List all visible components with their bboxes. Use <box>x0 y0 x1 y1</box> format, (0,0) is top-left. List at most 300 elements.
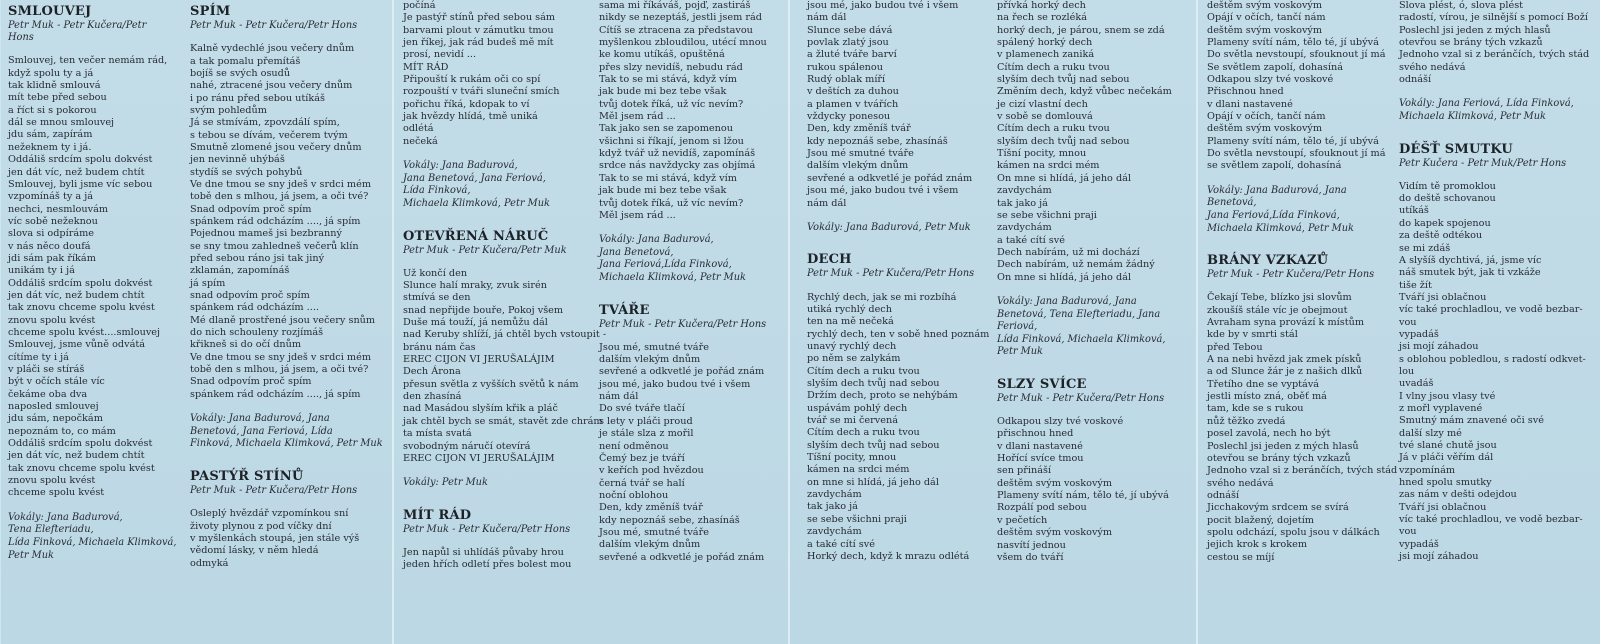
lyric-line: Odkapou slzy tvé voskové <box>997 416 1124 428</box>
lyric-line: nežeknem ty i já. <box>8 141 92 153</box>
lyric-line: Tíšní pocity, mnou <box>997 148 1087 160</box>
lyric-line: zavdychám <box>997 185 1052 197</box>
section-spacer <box>403 490 599 504</box>
vocals-credit: Jana Benetová, <box>599 246 674 258</box>
lyric-line: jen říkej, jak rád budeš mě mít <box>403 37 554 49</box>
lyric-line: Do světla nevstoupí, sfouknout jí má <box>1207 148 1386 160</box>
lyric-line: Změním dech, když vůbec nečekám <box>997 86 1172 98</box>
lyric-line: vždycky ponesou <box>807 111 891 123</box>
lyric-line: přischnou hned <box>997 428 1074 440</box>
credits-gap <box>1399 170 1599 181</box>
lyric-line: Avraham syna provází k místům <box>1207 317 1365 329</box>
lyric-line: se sebe všichni praji <box>997 209 1097 221</box>
lyric-line: zavdychám <box>807 489 862 501</box>
lyric-line: vypadáš <box>1399 328 1439 340</box>
lyric-line: se sebe všichni praji <box>807 513 907 525</box>
lyric-line: otevřou se brány tých vzkazů <box>1207 452 1351 464</box>
lyric-line: Smlouvej, byli jsme víc sebou <box>8 178 153 190</box>
lyric-line: lou <box>1399 365 1415 377</box>
lyric-line: Ve dne tmou se sny jdeš v srdci mém <box>190 178 372 190</box>
column <box>807 0 991 563</box>
song-credits: Petr Muk - Petr Kučera/Petr Hons <box>190 484 358 496</box>
lyric-line: zavdychám <box>997 222 1052 234</box>
lyric-line: Duše má touží, já nemůžu dál <box>403 317 548 329</box>
lyric-line: Do světla nevstoupí, sfouknout jí má <box>1207 49 1386 61</box>
lyric-line: Smlouvej, ten večer nemám rád, <box>8 55 168 67</box>
lyric-line: a také cítí své <box>997 234 1065 246</box>
lyric-line: víc také prochladlou, ve vodě bezbar- <box>1399 514 1583 526</box>
lyric-line: v myšlenkách stoupá, jen stále výš <box>190 532 360 544</box>
lyric-line: snad nepřijde bouře, Pokoj všem <box>403 304 564 316</box>
lyric-line: Jsou mé smutné tváře <box>807 148 914 160</box>
lyric-line: vzpomínám <box>1399 464 1456 476</box>
lyric-line: myšlenkou zbloudilou, utécí mnou <box>599 37 767 49</box>
lyric-line: tiše žít <box>1399 279 1432 291</box>
credits-gap <box>807 281 991 292</box>
lyric-line: Rudý oblak míří <box>807 74 886 86</box>
lyric-line: chceme spolu kvést <box>8 487 105 499</box>
lyric-line: bránu nám čas <box>403 341 476 353</box>
lyric-line: svého nedává <box>1207 477 1274 489</box>
lyric-line: Slunce halí mraky, zvuk sirén <box>403 280 547 292</box>
lyric-line: vypadáš <box>1399 538 1439 550</box>
lyric-line: jdi sám pak říkám <box>8 252 96 264</box>
booklet-panel-4 <box>1196 0 1600 644</box>
lyric-line: uspávám pohlý dech <box>807 402 908 414</box>
vocals-credit: Lída Finková, Michaela Klimková, <box>8 536 177 548</box>
lyric-line: a od Slunce žár je z našich dlků <box>1207 366 1363 378</box>
lyric-line: jen nevinně uhýbáš <box>190 154 285 166</box>
lyric-line: v plamenech zaniká <box>997 49 1095 61</box>
vocals-credit: Vokály: Petr Muk <box>403 477 488 489</box>
lyric-line: jsou mé, jako budou tvé i všem <box>807 185 959 197</box>
lyric-line: Plameny svítí nám, tělo té, jí ubývá <box>1207 37 1379 49</box>
lyric-line: jsi mojí záhadou <box>1399 551 1479 563</box>
lyric-line: Rozpálí pod sebou <box>997 502 1087 514</box>
vocals-credit: Michaela Klimková, Petr Muk <box>1399 111 1546 122</box>
lyric-line: Poslechl jsi jeden z mých hlasů <box>1399 24 1551 36</box>
lyric-line: jeden hřích odletí přes bolest mou <box>403 559 572 571</box>
lyric-line: spolu odchází, spolu jsou v dálkách <box>1207 526 1380 538</box>
lyric-line: se mi zdáš <box>1399 242 1451 254</box>
vocals-credit: Vokály: Jana Badurová, <box>403 160 518 172</box>
vocals-credit: Vokály: Jana Badurová, Jana <box>1207 184 1347 196</box>
vocals-credit: Vokály: Jana Badurová, Petr Muk <box>807 221 971 233</box>
lyric-line: Jednoho vzal si z beránčích, tvých stád <box>1399 49 1590 61</box>
lyric-line: cítíme ty i já <box>8 351 69 363</box>
lyric-line: deštěm svým voskovým <box>1207 0 1323 11</box>
booklet-panel-3 <box>788 0 1197 644</box>
lyric-line: nám dál <box>807 12 847 24</box>
lyric-line: Ve dne tmou se sny jdeš v srdci mém <box>190 351 372 363</box>
lyric-line: bojíš se svých osudů <box>190 67 291 79</box>
lyric-line: počíná <box>403 0 436 11</box>
lyric-line: Jsou mé, smutné tváře <box>599 526 709 538</box>
lyric-line: Čemý bez je tváří <box>599 452 685 464</box>
lyric-line: Třetího dne se vyptává <box>1207 378 1320 390</box>
song-title: BRÁNY VZKAZŮ <box>1207 253 1329 269</box>
lyric-line: Jsou mé, smutné tváře <box>599 341 709 353</box>
lyric-line: cestou se míjí <box>1207 551 1275 563</box>
lyric-line: v nás něco doufá <box>8 240 91 252</box>
lyric-line: kámen na srdci mém <box>997 160 1100 172</box>
lyric-line: čekáme oba dva <box>8 388 88 400</box>
lyric-line: z mořl vyplavené <box>1399 402 1483 414</box>
credits-gap <box>403 536 599 547</box>
lyric-line: Držím dech, proto se nehýbám <box>807 390 958 402</box>
lyric-line: znovu spolu kvést <box>8 475 96 487</box>
vocals-credit: Vokály: Jana Badurová, <box>599 234 714 246</box>
lyric-line: Slunce sebe dává <box>807 24 893 36</box>
lyric-line: nad Masádou slyším křik a pláč <box>403 403 558 415</box>
lyric-line: kdy nepoznáš sebe, zhasínáš <box>599 514 740 526</box>
lyric-line: a žluté tváře barví <box>807 49 897 61</box>
lyric-line: Den, kdy změníš tvář <box>599 502 703 514</box>
song-title: MÍT RÁD <box>403 507 472 523</box>
lyric-line: kámen na srdci mém <box>807 464 910 476</box>
stanza-gap <box>807 210 991 222</box>
lyric-line: Jicchakovým srdcem se svírá <box>1207 502 1349 514</box>
lyric-line: Pojednou mameš jsi bezbranný <box>190 228 342 240</box>
lyric-line: jdu sám, nepočkám <box>8 413 103 425</box>
vocals-credit: Vokály: Jana Badurová, <box>8 511 123 523</box>
credits-gap <box>403 257 599 268</box>
vocals-credit: Lída Finková, <box>403 185 471 197</box>
lyric-line: hned spolu smutky <box>1399 477 1492 489</box>
lyric-line: nahé, ztracené jsou večery dnům <box>190 80 353 92</box>
lyric-line: Dech nabírám, už nemám žádný <box>997 259 1155 271</box>
lyric-line: Tak to se mi stává, když vím <box>599 74 737 86</box>
song-credits: Hons <box>8 32 34 44</box>
lyric-line: chceme spolu kvést....smlouvej <box>8 326 161 338</box>
lyric-line: Tak to se mi stává, když vím <box>599 172 737 184</box>
lyric-line: Snad odpovím proč spím <box>190 376 312 388</box>
lyric-line: tvůj dotek říká, už víc nevím? <box>599 98 744 110</box>
song-credits: Petr Kučera - Petr Muk/Petr Hons <box>1399 157 1567 169</box>
lyric-line: A na nebi hvězd jak zmek písků <box>1207 354 1362 366</box>
lyric-line: zavdychám <box>807 526 862 538</box>
lyric-line: Cítíš se ztracena za představou <box>599 24 753 36</box>
lyric-line: všem do tváří <box>997 551 1064 563</box>
song-credits: Petr Muk - Petr Kučera/Petr Hons <box>807 268 975 280</box>
stanza-gap <box>190 401 390 413</box>
lyric-line: je cizí vlastní dech <box>997 98 1088 110</box>
lyric-line: jdu sám, zapírám <box>8 129 93 141</box>
lyric-line: uvadáš <box>1399 378 1434 390</box>
lyric-line: Smutně zlomené jsou večery dnům <box>190 141 362 153</box>
lyric-line: utíkáš <box>1399 205 1429 217</box>
lyric-line: všichni si říkají, jenom si lžou <box>599 135 744 147</box>
lyric-line: rukou spálenou <box>807 61 883 73</box>
lyric-line: Opájí v očích, tančí nám <box>1207 111 1326 123</box>
lyric-line: dalším vlekým dnům <box>599 354 701 366</box>
lyric-line: jen dát víc, než budem chtít <box>8 450 145 462</box>
lyric-line: Hořící svíce tmou <box>997 453 1084 465</box>
lyric-line: deštěm svým voskovým <box>997 477 1113 489</box>
vocals-credit: Vokály: Jana Feriová, Lída Finková, <box>1399 98 1574 110</box>
lyric-line: být v očích stále víc <box>8 376 105 388</box>
lyric-line: nám dál <box>807 197 847 209</box>
lyric-line: horký dech, je párou, snem se zdá <box>997 24 1165 36</box>
lyric-line: Tváří jsi oblačnou <box>1399 501 1487 513</box>
stanza-gap <box>997 284 1195 296</box>
song-title: DÉŠŤ SMUTKU <box>1399 141 1513 157</box>
lyric-line: přívká horký dech <box>997 0 1086 11</box>
lyric-line: odlétá <box>403 123 434 135</box>
lyric-line: naposled smlouvej <box>8 401 99 413</box>
lyric-line: za deště odtékou <box>1399 230 1483 242</box>
lyric-line: Plameny svítí nám, tělo té, jí ubývá <box>997 490 1169 502</box>
song-title: TVÁŘE <box>599 302 650 318</box>
column <box>599 0 787 564</box>
lyric-line: noční oblohou <box>599 489 669 501</box>
lyric-line: On mne si hlídá, já jeho dál <box>997 172 1132 184</box>
section-spacer <box>190 451 390 465</box>
lyric-line: tak jako já <box>807 501 858 513</box>
lyric-line: slyším dech tvůj nad sebou <box>807 378 940 390</box>
column <box>1399 0 1599 563</box>
lyric-line: deštěm svým voskovým <box>1207 24 1323 36</box>
lyric-line: tak jako já <box>997 197 1048 209</box>
lyric-line: Cítím dech a ruku tvou <box>807 365 920 377</box>
lyric-line: Den, kdy změníš tvář <box>807 123 911 135</box>
lyric-line: a plamen v tvářích <box>807 98 899 110</box>
lyric-line: Je pastýř stínů před sebou sám <box>403 12 556 24</box>
lyric-line: Cítím dech a ruku tvou <box>997 123 1110 135</box>
lyric-line: nikdy se nezeptáš, jestli jsem rád <box>599 12 763 24</box>
section-spacer <box>807 234 991 248</box>
lyric-line: Opájí v očích, tančí nám <box>1207 12 1326 24</box>
lyric-line: unavý rychlý dech <box>807 341 897 353</box>
lyric-line: Oddáliš srdcím spolu dokvést <box>8 438 153 450</box>
lyric-line: stydíš se svých pohybů <box>190 166 303 178</box>
lyric-line: Já se stmívám, zpovzdálí spím, <box>190 117 340 129</box>
vocals-credit: Vokály: Jana Badurová, Jana <box>997 295 1137 307</box>
lyric-line: nad Keruby shlíží, já chtěl bych vstoupit - <box>403 329 607 341</box>
lyric-line: utiká rychlý dech <box>807 303 892 315</box>
lyric-line: když tvář už nevidíš, zapomínáš <box>599 148 756 160</box>
lyric-line: spánkem rád odcházím ...., já spím <box>190 388 361 400</box>
lyric-line: v keřích pod hvězdou <box>599 465 704 477</box>
section-spacer <box>403 211 599 225</box>
lyric-line: nečeká <box>403 135 438 147</box>
lyric-line: nůž těžko zvedá <box>1207 415 1286 427</box>
lyric-line: Smutný mám znavené oči své <box>1399 415 1544 427</box>
lyric-line: Rychlý dech, jak se mi rozbíhá <box>807 291 957 303</box>
lyric-line: Smlouvej, jsme vůně odvátá <box>8 339 146 351</box>
lyric-line: zas nám v dešti odejdou <box>1399 489 1517 501</box>
lyric-line: jak bude mi bez tebe však <box>599 185 727 197</box>
lyric-line: Jen napůl si uhlídáš půvaby hrou <box>403 547 564 558</box>
lyric-line: Do své tváře tlačí <box>599 403 685 415</box>
lyric-line: dalším vlekým dnům <box>807 160 909 172</box>
vocals-credit: Jana Benetová, Jana Feriová, <box>403 172 546 184</box>
lyric-line: deštěm svým voskovým <box>1207 123 1323 135</box>
lyric-line: odnáší <box>1207 489 1240 501</box>
credits-gap <box>599 331 787 342</box>
song-title: DECH <box>807 252 852 268</box>
lyric-line: tak znovu chceme spolu kvést <box>8 462 155 474</box>
lyric-line: unikám ty i já <box>8 265 75 277</box>
lyric-line: dalším vlekým dnům <box>599 539 701 551</box>
lyric-line: Čekají Tebe, blízko jsi slovům <box>1207 292 1352 304</box>
lyric-line: Osleplý hvězdář vzpomínkou sní <box>190 508 349 520</box>
lyric-line: Dech Árona <box>403 366 461 378</box>
lyric-line: s lety v pláči proud <box>599 415 693 427</box>
booklet-panel-1 <box>0 0 393 644</box>
vocals-credit: Benetová, Tena Elefteriadu, Jana <box>997 308 1161 320</box>
lyric-line: otevřou se brány tých vzkazů <box>1399 37 1543 49</box>
vocals-credit: Vokály: Jana Badurová, Jana <box>190 413 330 425</box>
lyric-line: pocit blažený, dojetím <box>1207 514 1314 526</box>
stanza-gap <box>403 148 599 160</box>
lyric-line: slyším dech tvůj nad sebou <box>807 439 940 451</box>
lyric-line: před Tebou <box>1207 341 1263 353</box>
lyric-line: posel zavolá, nech ho být <box>1207 428 1331 440</box>
vocals-credit: Jana Feriová,Lída Finková, <box>599 259 732 271</box>
lyric-line: Cítím dech a ruku tvou <box>807 427 920 439</box>
lyric-line: v pláči se stíráš <box>8 364 85 375</box>
lyric-line: je stále slza z mořil <box>599 428 694 440</box>
lyric-line: sevřené a odkvetlé je pořád znám <box>807 172 973 184</box>
lyric-line: den zhasíná <box>403 391 462 403</box>
section-spacer <box>1207 235 1389 249</box>
vocals-credit: Petr Muk <box>8 549 54 561</box>
lyric-line: barvami plout v zámutku tmou <box>403 24 554 36</box>
lyric-line: znovu spolu kvést <box>8 314 96 326</box>
song-title: PASTÝŘ STÍNŮ <box>190 468 304 484</box>
lyric-line: tak klidně smlouvá <box>8 80 101 92</box>
lyric-line: tam, kde se s rukou <box>1207 403 1304 415</box>
credits-gap <box>190 497 390 508</box>
lyric-line: ke komu utíkáš, opuštěná <box>599 49 725 61</box>
lyric-line: jen dát víc, než budem chtít <box>8 166 145 178</box>
lyric-line: náš smutek být, jak ti vzkáže <box>1399 267 1541 279</box>
song-title: OTEVŘENÁ NÁRUČ <box>403 228 549 244</box>
lyric-line: v dlani nastavené <box>1207 98 1293 110</box>
lyric-line: Snad odpovím proč spím <box>190 203 312 215</box>
booklet-panel-2 <box>392 0 789 644</box>
lyric-line: Já v pláči věřím dál <box>1399 452 1494 464</box>
vocals-credit: Michaela Klimková, Petr Muk <box>1207 222 1354 234</box>
lyric-line: snad odpovím proč spím <box>190 290 310 302</box>
lyric-line: v pečetích <box>997 514 1048 526</box>
lyric-line: Mé dlaně prostřené jsou večery snům <box>190 314 376 326</box>
lyric-line: mít tebe před sebou <box>8 92 107 104</box>
song-credits: Petr Muk - Petr Kučera/Petr Hons <box>190 20 358 31</box>
lyric-line: Dech nabírám, už mi dochází <box>997 246 1140 258</box>
song-credits: Petr Muk - Petr Kučera/Petr Hons <box>403 523 571 535</box>
lyric-line: slyším dech tvůj nad sebou <box>997 74 1130 86</box>
lyric-line: i po ránu před sebou utíkáš <box>190 92 326 104</box>
lyric-line: deštěm svým voskovým <box>997 527 1113 539</box>
lyric-line: Připouští k rukám oči co spí <box>403 74 541 86</box>
lyric-line: nechci, nesmlouvám <box>8 203 109 215</box>
lyric-line: spánkem rád odcházím .... <box>190 302 320 314</box>
section-spacer <box>599 285 787 299</box>
vocals-credit: Michaela Klimková, Petr Muk <box>599 271 746 283</box>
lyric-line: sama mi říkáváš, pojď, zastiráš <box>599 0 751 11</box>
lyric-line: prosí, nevidí ... <box>403 49 477 61</box>
lyric-line: povlak zlatý jsou <box>807 37 889 49</box>
lyric-line: tvé slané chutě jsou <box>1399 440 1497 452</box>
lyric-line: černá tvář se halí <box>599 477 685 489</box>
lyric-line: jestli místo zná, oběť má <box>1207 391 1327 403</box>
lyric-line: jak bude mi bez tebe však <box>599 86 727 98</box>
lyric-line: Poslechl jsi jeden z mých hlasů <box>1207 440 1359 452</box>
lyric-line: když spolu ty a já <box>8 67 94 79</box>
lyric-line: Cítím dech a ruku tvou <box>997 61 1110 73</box>
section-spacer <box>997 359 1195 373</box>
lyric-line: jak hvězdy hlídá, tmě uniká <box>403 111 538 123</box>
lyric-line: v deštích za duhou <box>807 86 899 98</box>
vocals-credit: Lída Finková, Michaela Klimková, <box>997 333 1166 345</box>
lyric-line: srdce nás navždycky zas objímá <box>599 160 756 172</box>
column <box>1207 0 1398 564</box>
column <box>8 0 186 562</box>
lyric-line: MÍT RÁD <box>403 61 449 73</box>
lyric-line: tvář se mi červená <box>807 415 899 427</box>
vocals-credit: Petr Muk <box>997 346 1043 358</box>
stanza-gap <box>403 465 599 477</box>
stanza-gap <box>1399 86 1599 98</box>
fold-line <box>1196 0 1198 644</box>
lyric-line: Už končí den <box>403 267 468 279</box>
lyric-line: já spím <box>190 277 226 289</box>
lyric-line: další slzy mé <box>1399 427 1462 439</box>
lyric-line: Vidím tě promoklou <box>1399 180 1496 192</box>
lyric-line: Tak jako sen se zapomenou <box>599 123 733 135</box>
lyric-line: spánkem rád odcházím ...., já spím <box>190 216 361 228</box>
song-credits: Petr Muk - Petr Kučera/Petr Muk <box>403 244 567 256</box>
song-title: SMLOUVEJ <box>8 4 92 19</box>
lyric-line: Měl jsem rád ... <box>599 209 676 221</box>
lyric-line: Plameny svítí nám, tělo té, jí ubývá <box>1207 135 1379 147</box>
lyric-line: vou <box>1399 526 1417 538</box>
lyric-line: není odměnou <box>599 440 669 452</box>
lyric-line: vou <box>1399 316 1417 328</box>
vocals-credit: Michaela Klimková, Petr Muk <box>403 197 550 209</box>
lyric-line: do kapek spojenou <box>1399 217 1491 229</box>
lyric-line: jejich krok s krokem <box>1207 539 1308 551</box>
lyric-line: A slyšíš dychtivá, já, jsme víc <box>1399 254 1542 266</box>
lyric-line: nepoznám to, co mám <box>8 425 116 437</box>
lyric-line: rozpouští v tváři sluneční smích <box>403 86 560 98</box>
lyric-line: slyším dech tvůj nad sebou <box>997 135 1130 147</box>
lyric-line: tak znovu chceme spolu kvést <box>8 302 155 314</box>
lyric-line: dál se mnou smlouvej <box>8 117 115 129</box>
lyric-line: svého nedává <box>1399 61 1466 73</box>
vocals-credit: Finková, Michaela Klimková, Petr Muk <box>190 438 383 450</box>
lyric-line: Tváří jsi oblačnou <box>1399 291 1487 303</box>
vocals-credit: Feriová, <box>997 321 1038 333</box>
lyric-line: I vlny jsou vlasy tvé <box>1399 390 1496 402</box>
lyric-line: EREC CIJON VI JERUŠALÁJIM <box>403 452 555 464</box>
credits-gap <box>1207 281 1389 292</box>
lyric-line: ten na mě nečeká <box>807 316 894 328</box>
lyric-line: slova si odpíráme <box>8 228 95 240</box>
lyric-line: odmyká <box>190 557 229 569</box>
lyric-line: a tak pomalu přemítáš <box>190 55 301 67</box>
lyric-line: pořichu říká, kdopak to ví <box>403 98 530 110</box>
lyric-line: Tíšní pocity, mnou <box>807 452 897 464</box>
lyric-line: Horký dech, když k mrazu odlétá <box>807 550 970 562</box>
lyric-line: před sebou ráno jsi tak jiný <box>190 253 325 265</box>
lyric-line: jen dát víc, než budem chtít <box>8 289 145 301</box>
lyric-line: EREC CIJON VI JERUŠALÁJIM <box>403 354 555 366</box>
lyric-line: zkoušíš stále víc je obejmout <box>1207 304 1348 316</box>
column <box>997 0 1195 564</box>
